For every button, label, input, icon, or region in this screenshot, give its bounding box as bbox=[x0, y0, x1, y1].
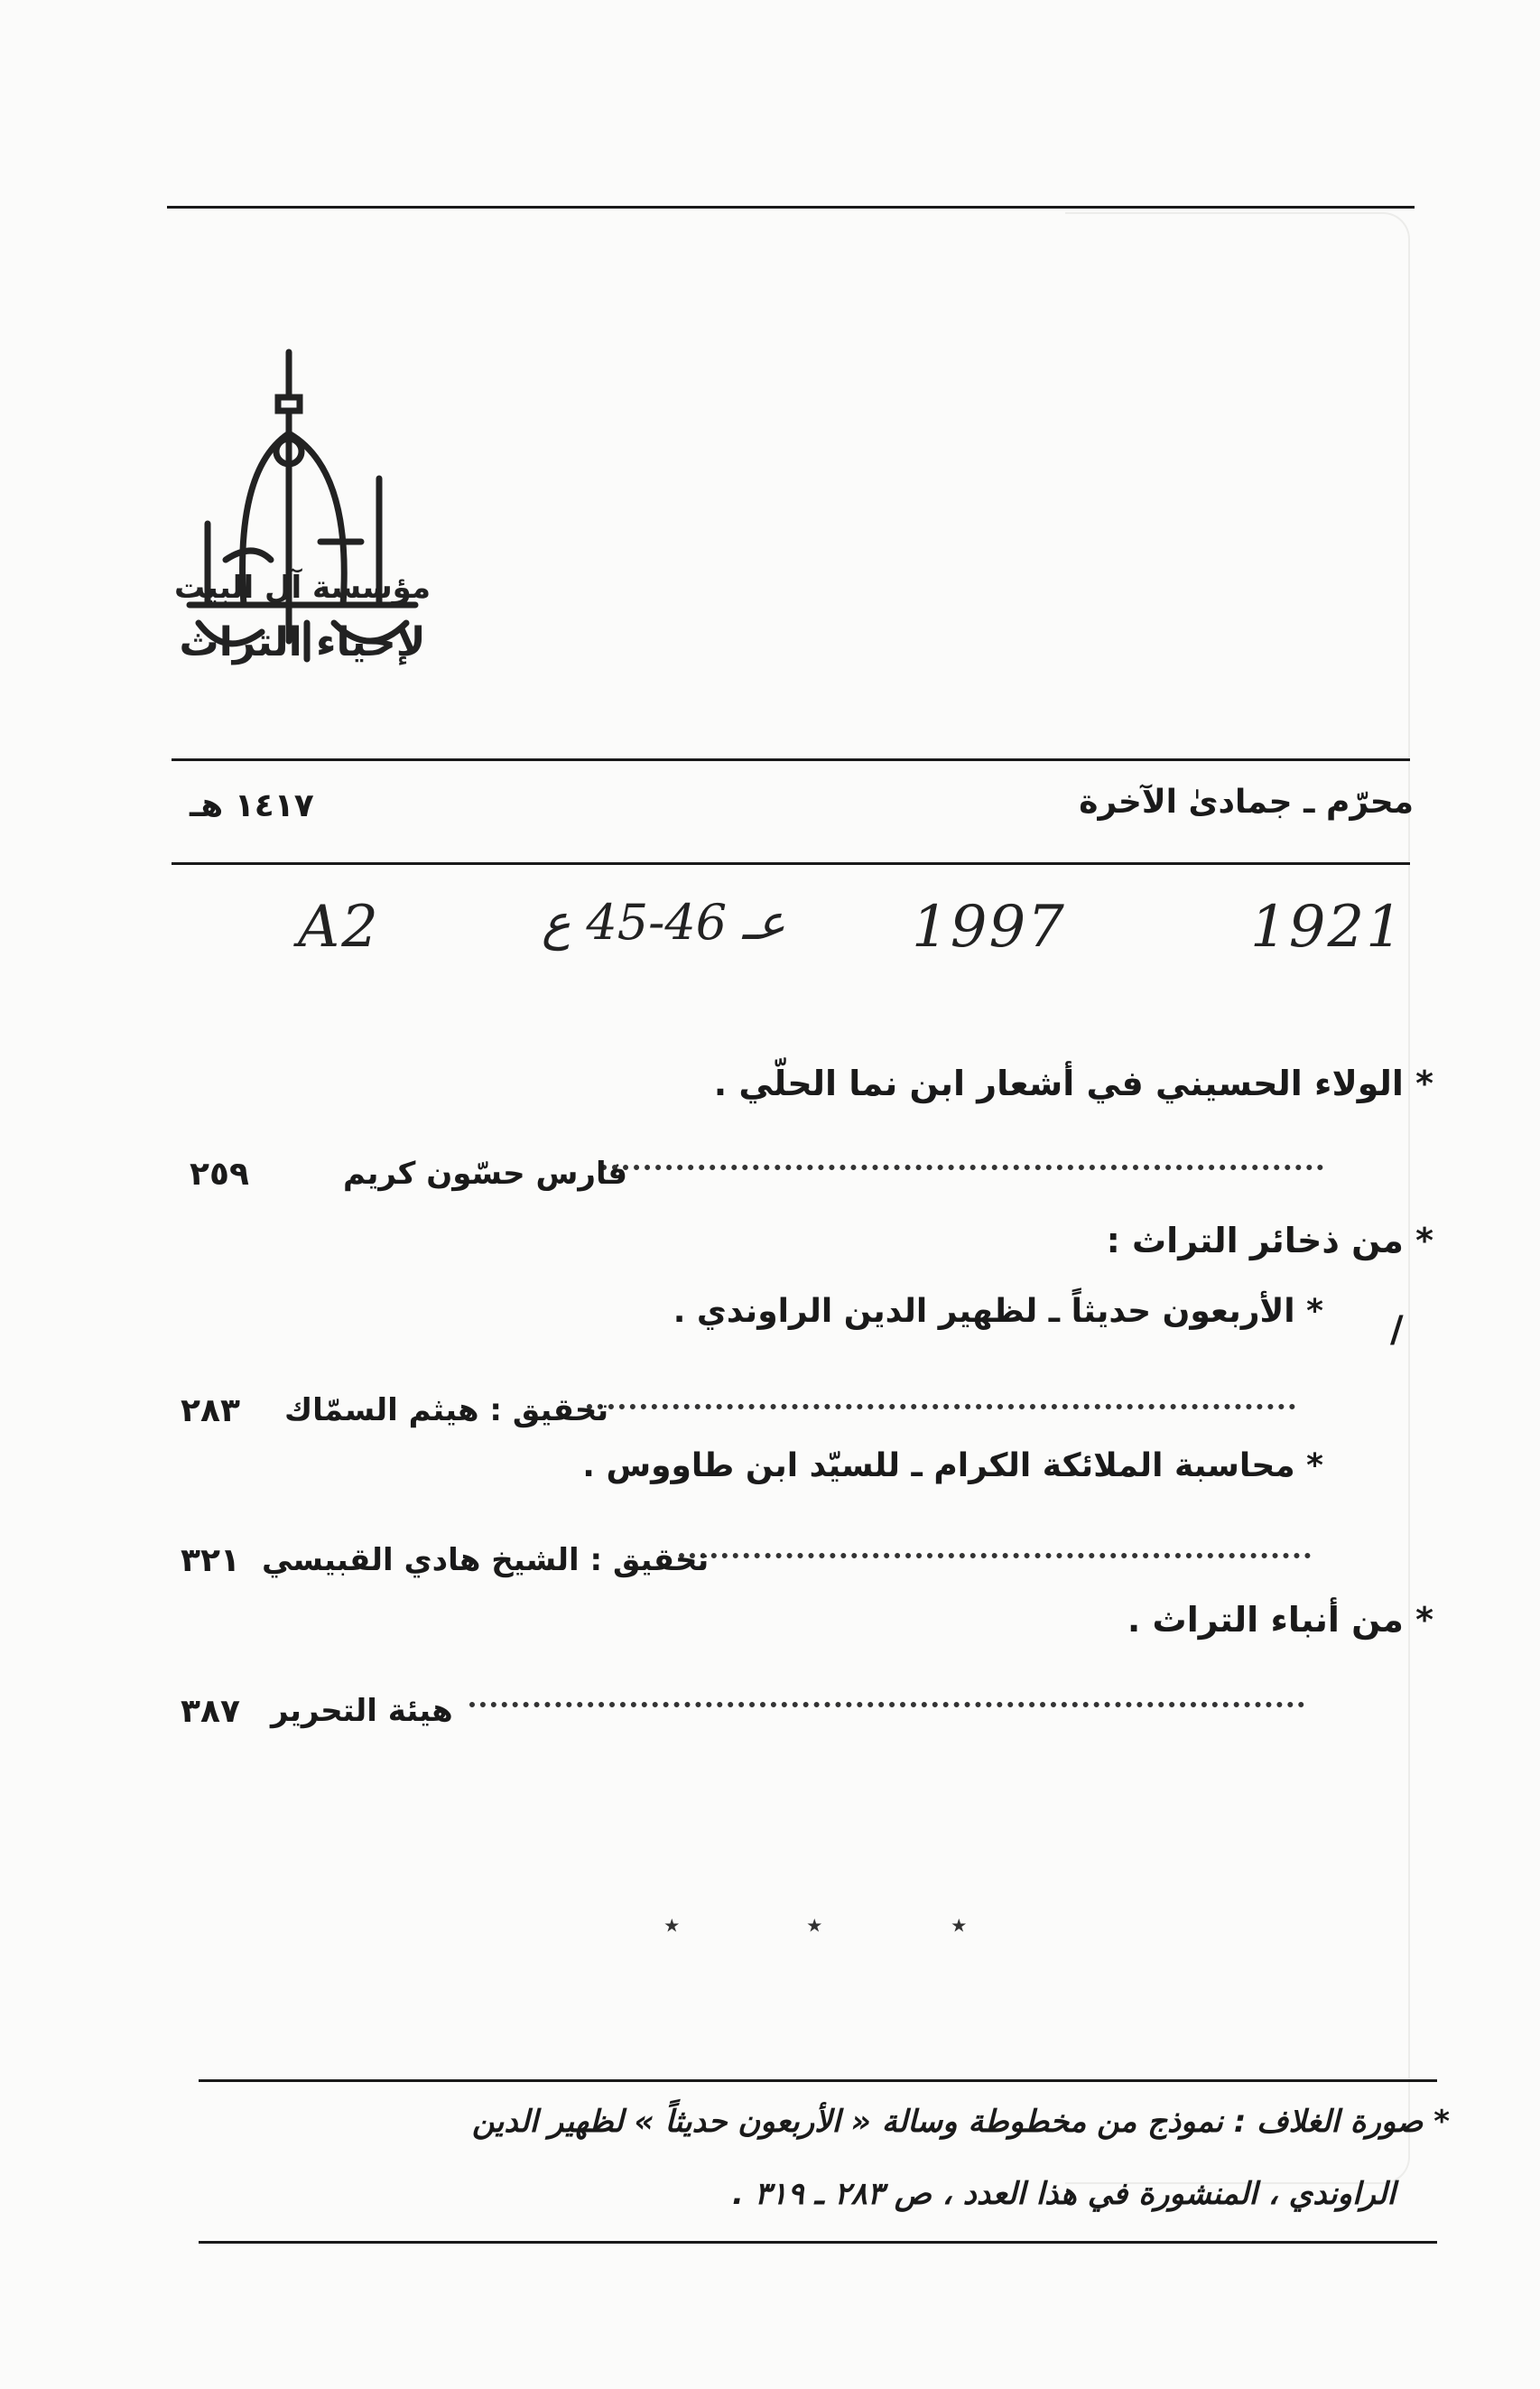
toc-title-1: * الولاء الحسيني في أشعار ابن نما الحلّي . bbox=[713, 1064, 1433, 1103]
cover-note-top-rule bbox=[199, 2079, 1437, 2082]
toc-author-4: تحقيق : الشيخ هادي القبيسي bbox=[262, 1542, 710, 1578]
issue-months: محرّم ـ جمادىٰ الآخرة bbox=[1079, 784, 1414, 821]
toc-leader-5 bbox=[469, 1702, 1304, 1707]
cover-note-bottom-rule bbox=[199, 2241, 1437, 2244]
ornament-star: ٭ bbox=[951, 1907, 968, 1943]
margin-tick: / bbox=[1390, 1309, 1404, 1351]
issue-year: ١٤١٧ هـ bbox=[190, 787, 314, 824]
cover-note-line-2: الراوندي ، المنشورة في هذا العدد ، ص ٢٨٣ ـ ٣١٩ . bbox=[732, 2176, 1396, 2212]
cover-note-line-1: * صورة الغلاف : نموذج من مخطوطة وسالة « الأربعون حديثاً » لظهير الدين bbox=[471, 2104, 1450, 2140]
toc-page-1: ٢٥٩ bbox=[190, 1156, 249, 1193]
toc-title-5: * من أنباء التراث . bbox=[1127, 1600, 1433, 1640]
toc-page-4: ٣٢١ bbox=[181, 1542, 240, 1579]
toc-page-3: ٢٨٣ bbox=[181, 1392, 240, 1429]
toc-author-1: فارس حسّون كريم bbox=[343, 1156, 627, 1192]
toc-leader-1 bbox=[601, 1165, 1323, 1170]
top-rule bbox=[167, 206, 1415, 209]
toc-leader-3 bbox=[587, 1404, 1295, 1409]
toc-title-2: * من ذخائر التراث : bbox=[1106, 1221, 1433, 1260]
logo-text-bottom: لإحياء التراث bbox=[179, 619, 426, 665]
publisher-logo bbox=[172, 334, 433, 668]
ornament-star: ٭ bbox=[663, 1907, 681, 1943]
handwritten-mark-1: A2 bbox=[298, 894, 380, 961]
toc-title-4: * محاسبة الملائكة الكرام ـ للسيّد ابن طاووس . bbox=[582, 1447, 1323, 1484]
toc-page-5: ٣٨٧ bbox=[181, 1693, 240, 1730]
handwritten-mark-4: 1921 bbox=[1250, 894, 1405, 961]
handwritten-mark-3: 1997 bbox=[912, 894, 1066, 961]
faint-page-frame bbox=[1065, 212, 1410, 2184]
toc-author-3: تحقيق : هيثم السمّاك bbox=[284, 1392, 609, 1428]
toc-leader-4 bbox=[679, 1553, 1311, 1558]
ornament-star: ٭ bbox=[806, 1907, 823, 1943]
toc-author-5: هيئة التحرير bbox=[271, 1693, 453, 1729]
date-top-rule bbox=[172, 758, 1410, 761]
toc-title-3: * الأربعون حديثاً ـ لظهير الدين الراوندي . bbox=[673, 1293, 1323, 1330]
date-bottom-rule bbox=[172, 862, 1410, 865]
logo-text-top: مؤسسة آل البيت bbox=[173, 570, 431, 606]
handwritten-mark-2: عـ 46-45 ع bbox=[542, 894, 786, 951]
